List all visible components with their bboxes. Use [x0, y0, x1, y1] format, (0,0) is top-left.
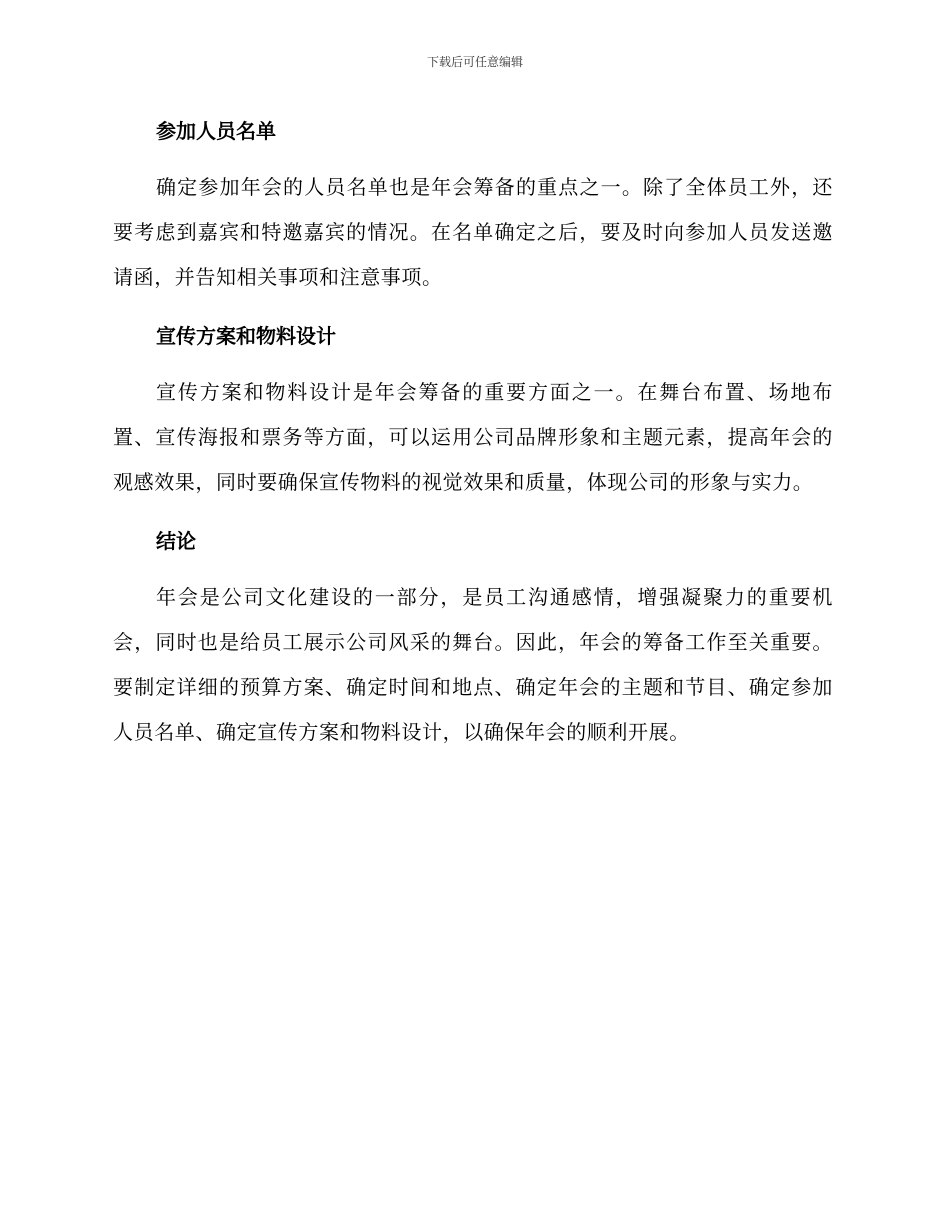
section-attendee-list: [113, 109, 833, 300]
section-heading: 结论: [156, 529, 196, 553]
section-paragraph: 年会是公司文化建设的一部分，是员工沟通感情，增强凝聚力的重要机会，同时也是给员工展示公司风采的舞台。因此，年会的筹备工作至关重要。要制定详细的预算方案、确定时间和地点、确定年会的主题和节目、确定参加人员名单、确定宣传方案和物料设计，以确保年会的顺利开展。: [113, 585, 833, 744]
document-body: [113, 109, 833, 769]
section-heading: 参加人员名单: [156, 119, 276, 143]
section-paragraph: 宣传方案和物料设计是年会筹备的重要方面之一。在舞台布置、场地布置、宣传海报和票务等方面，可以运用公司品牌形象和主题元素，提高年会的观感效果，同时要确保宣传物料的视觉效果和质量，体现公司的形象与实力。: [113, 380, 833, 494]
section-conclusion: [113, 519, 833, 755]
section-heading: 宣传方案和物料设计: [156, 324, 336, 348]
section-promotion-design: [113, 314, 833, 505]
section-paragraph: 确定参加年会的人员名单也是年会筹备的重点之一。除了全体员工外，还要考虑到嘉宾和特邀嘉宾的情况。在名单确定之后，要及时向参加人员发送邀请函，并告知相关事项和注意事项。: [113, 175, 833, 289]
page-header: 下载后可任意编辑: [426, 55, 523, 69]
